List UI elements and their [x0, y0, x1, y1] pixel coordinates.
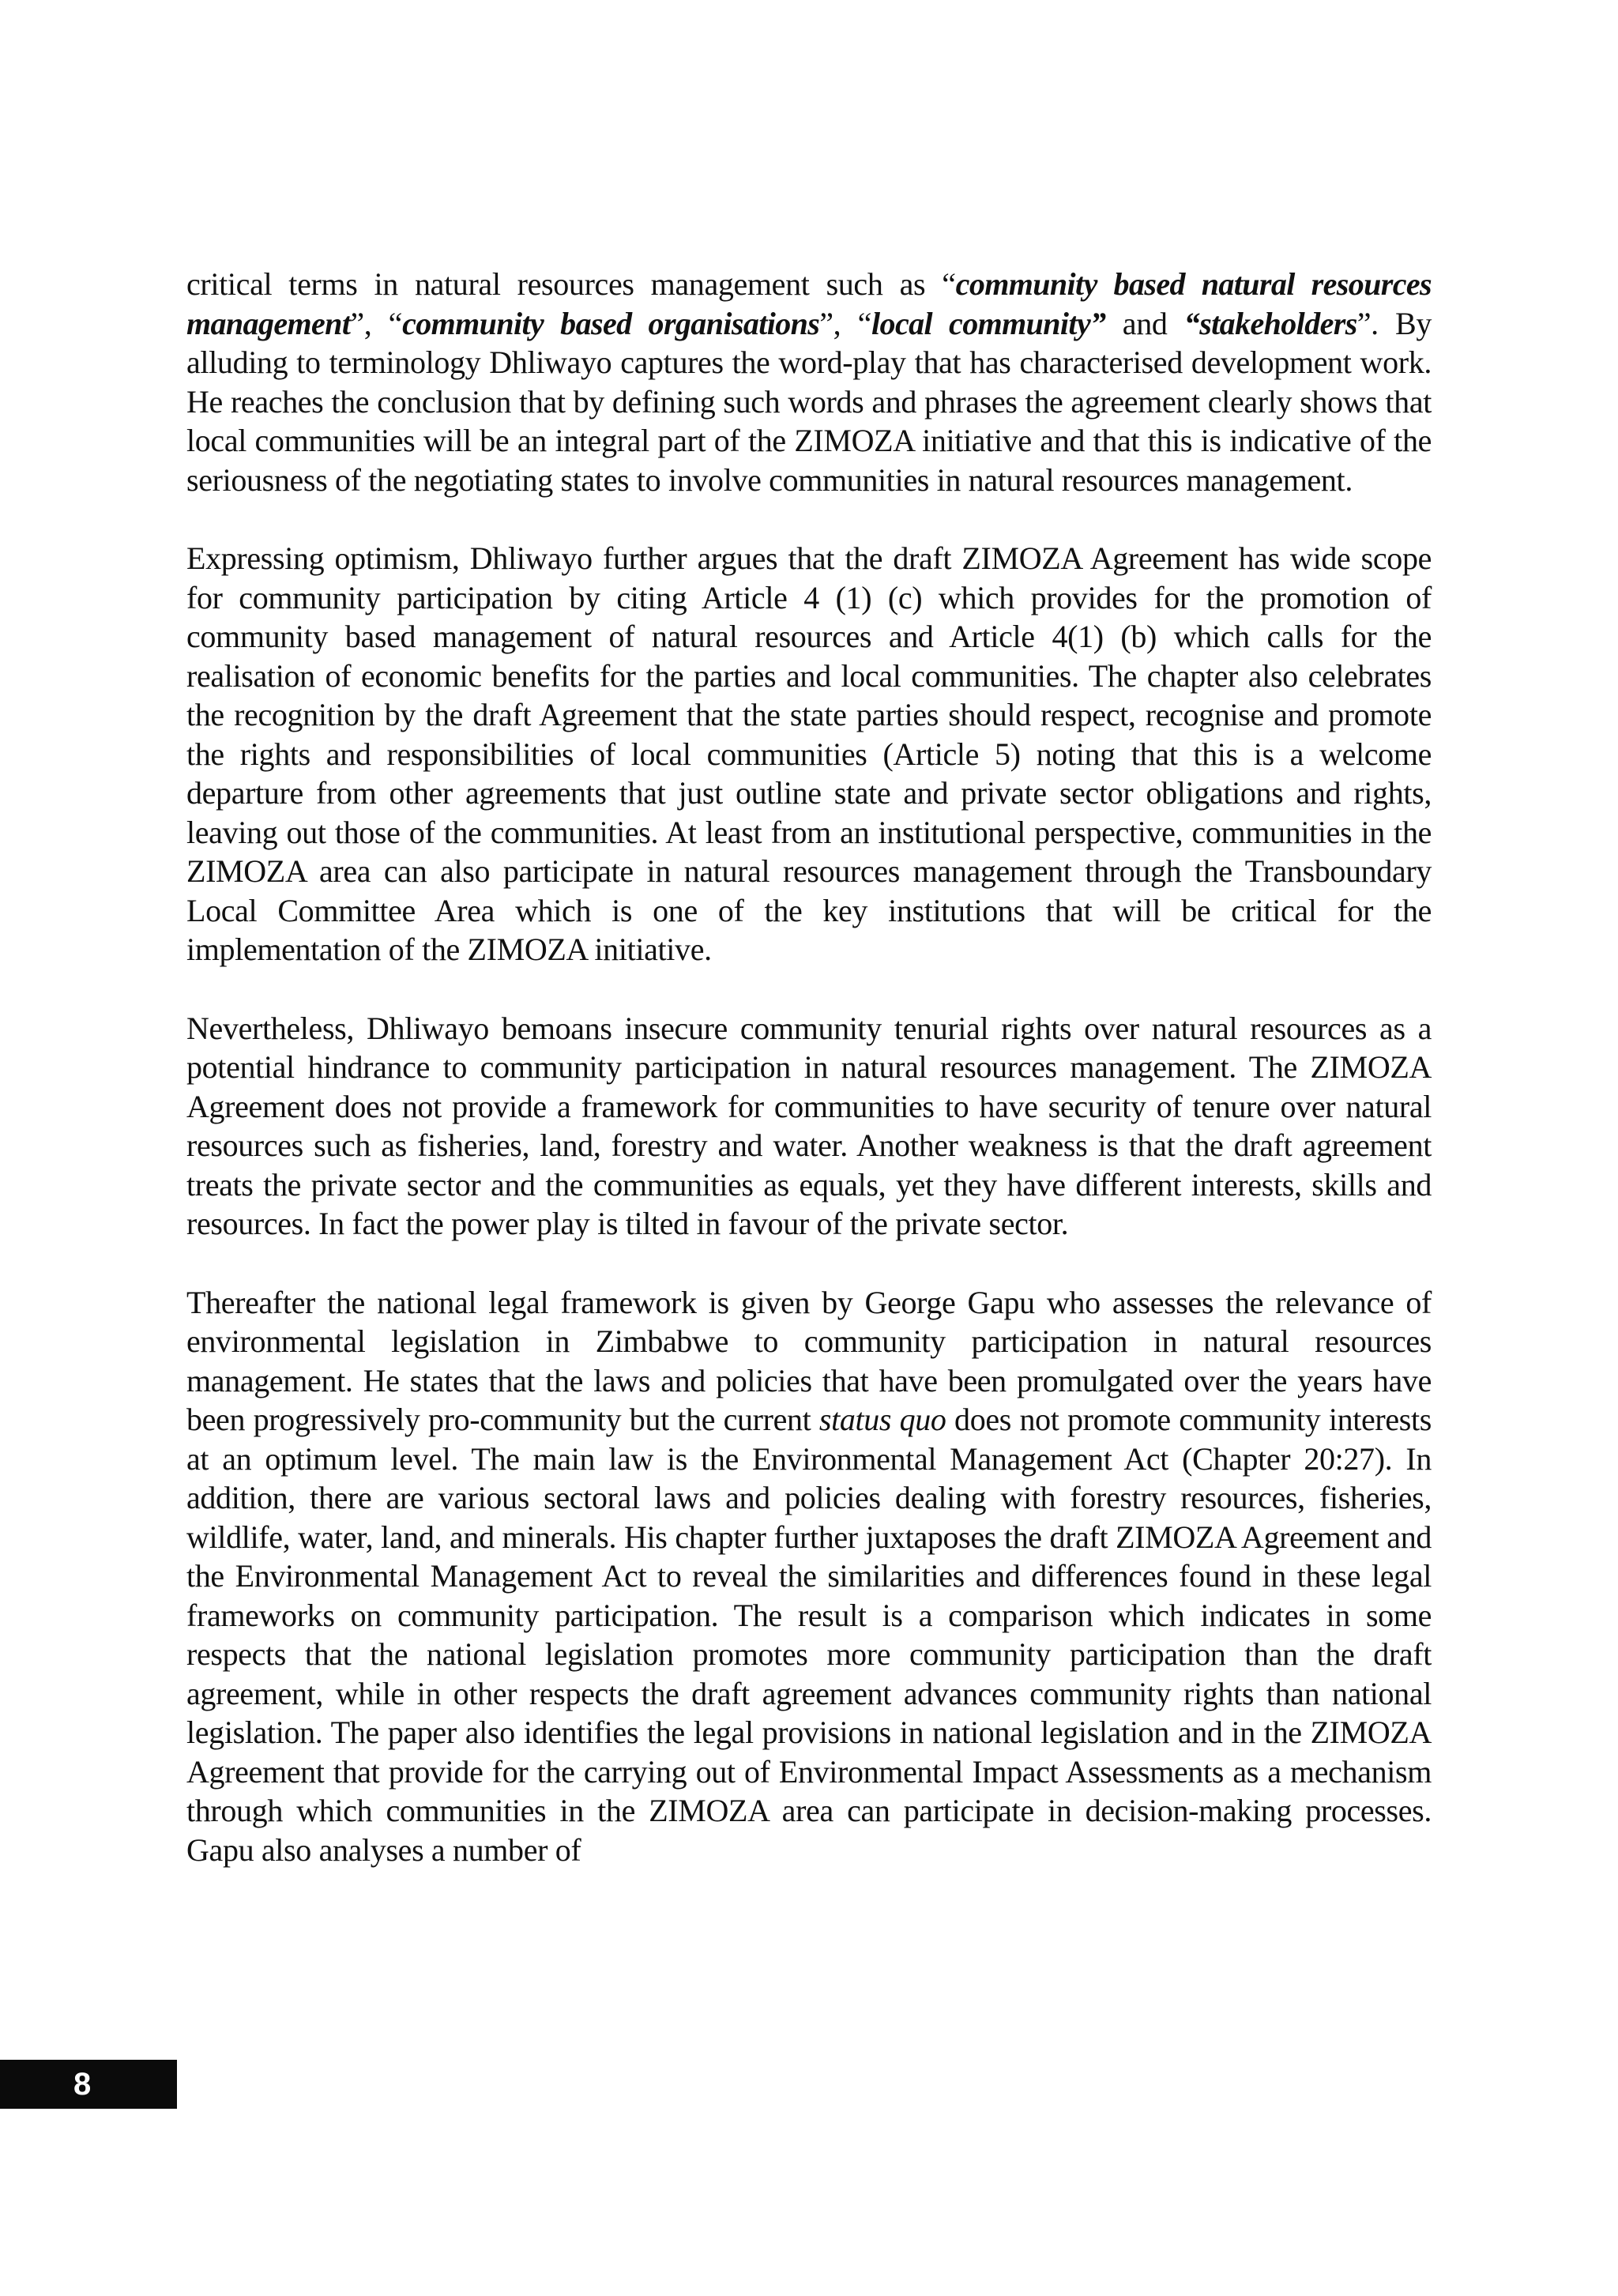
paragraph-1-text-a: critical terms in natural resources management such as “ [186, 266, 956, 302]
paragraph-4-text-b: does not promote community interests at an optimum level. The main law is the Environmental Management Act (Chapter 20:27). In addition, there are various sectoral laws and policies dealing with forestry resources, fisheries, wildlife, water, land, and minerals. His chapter further juxtaposes the draft ZIMOZA Agreement and the Environmental Management Act to reveal the similarities and differences found in these legal frameworks on community participation. The result is a comparison which indicates in some respects that the national legislation promotes more community participation than the draft agreement, while in other respects the draft agreement advances community rights than national legislation. The paper also identifies the legal provisions in national legislation and in the ZIMOZA Agreement that provide for the carrying out of Environmental Impact Assessments as a mechanism through which communities in the ZIMOZA area can participate in decision-making processes. Gapu also analyses a number of [186, 1402, 1432, 1868]
paragraph-1 [186, 265, 1432, 499]
paragraph-4-text-a: Thereafter the national legal framework is given by George Gapu who assesses the relevance of environmental legislation in Zimbabwe to community participation in natural resources management. He states that the laws and policies that have been promulgated over the years have been progressively pro-community but the current [186, 1284, 1432, 1437]
term-cbo: community based organisations [402, 305, 820, 341]
page-body [186, 265, 1432, 1909]
paragraph-1-text-d: and [1105, 305, 1184, 341]
paragraph-2: Expressing optimism, Dhliwayo further argues that the draft ZIMOZA Agreement has wide scope for community participation by citing Article 4 (1) (c) which provides for the promotion of community based management of natural resources and Article 4(1) (b) which calls for the realisation of economic benefits for the parties and local communities. The chapter also celebrates the recognition by the draft Agreement that the state parties should respect, recognise and promote the rights and responsibilities of local communities (Article 5) noting that this is a welcome departure from other agreements that just outline state and private sector obligations and rights, leaving out those of the communities. At least from an institutional perspective, communities in the ZIMOZA area can also participate in natural resources management through the Transboundary Local Committee Area which is one of the key institutions that will be critical for the implementation of the ZIMOZA initiative. [186, 540, 1432, 967]
page-number: 8 [73, 2067, 92, 2102]
paragraph-1-text-c: ”, “ [819, 305, 872, 341]
term-local-community: local community” [871, 305, 1106, 341]
term-stakeholders: “stakeholders [1183, 305, 1357, 341]
paragraph-3: Nevertheless, Dhliwayo bemoans insecure community tenurial rights over natural resources as a potential hindrance to community participation in natural resources management. The ZIMOZA Agreement does not provide a framework for communities to have security of tenure over natural resources such as fisheries, land, forestry and water. Another weakness is that the draft agreement treats the private sector and the communities as equals, yet they have different interests, skills and resources. In fact the power play is tilted in favour of the private sector. [186, 1010, 1432, 1241]
term-cbnrm: community based natural resources management [186, 266, 1432, 341]
paragraph-4 [186, 1283, 1432, 1870]
page-number-tab [0, 2060, 177, 2109]
paragraph-1-text-b: ”, “ [350, 305, 403, 341]
term-status-quo: status quo [818, 1402, 946, 1437]
paragraph-1-text-e: ”. By alluding to terminology Dhliwayo captures the word-play that has characterised development work. He reaches the conclusion that by defining such words and phrases the agreement clearly shows that local communities will be an integral part of the ZIMOZA initiative and that this is indicative of the seriousness of the negotiating states to involve communities in natural resources management. [186, 305, 1432, 498]
